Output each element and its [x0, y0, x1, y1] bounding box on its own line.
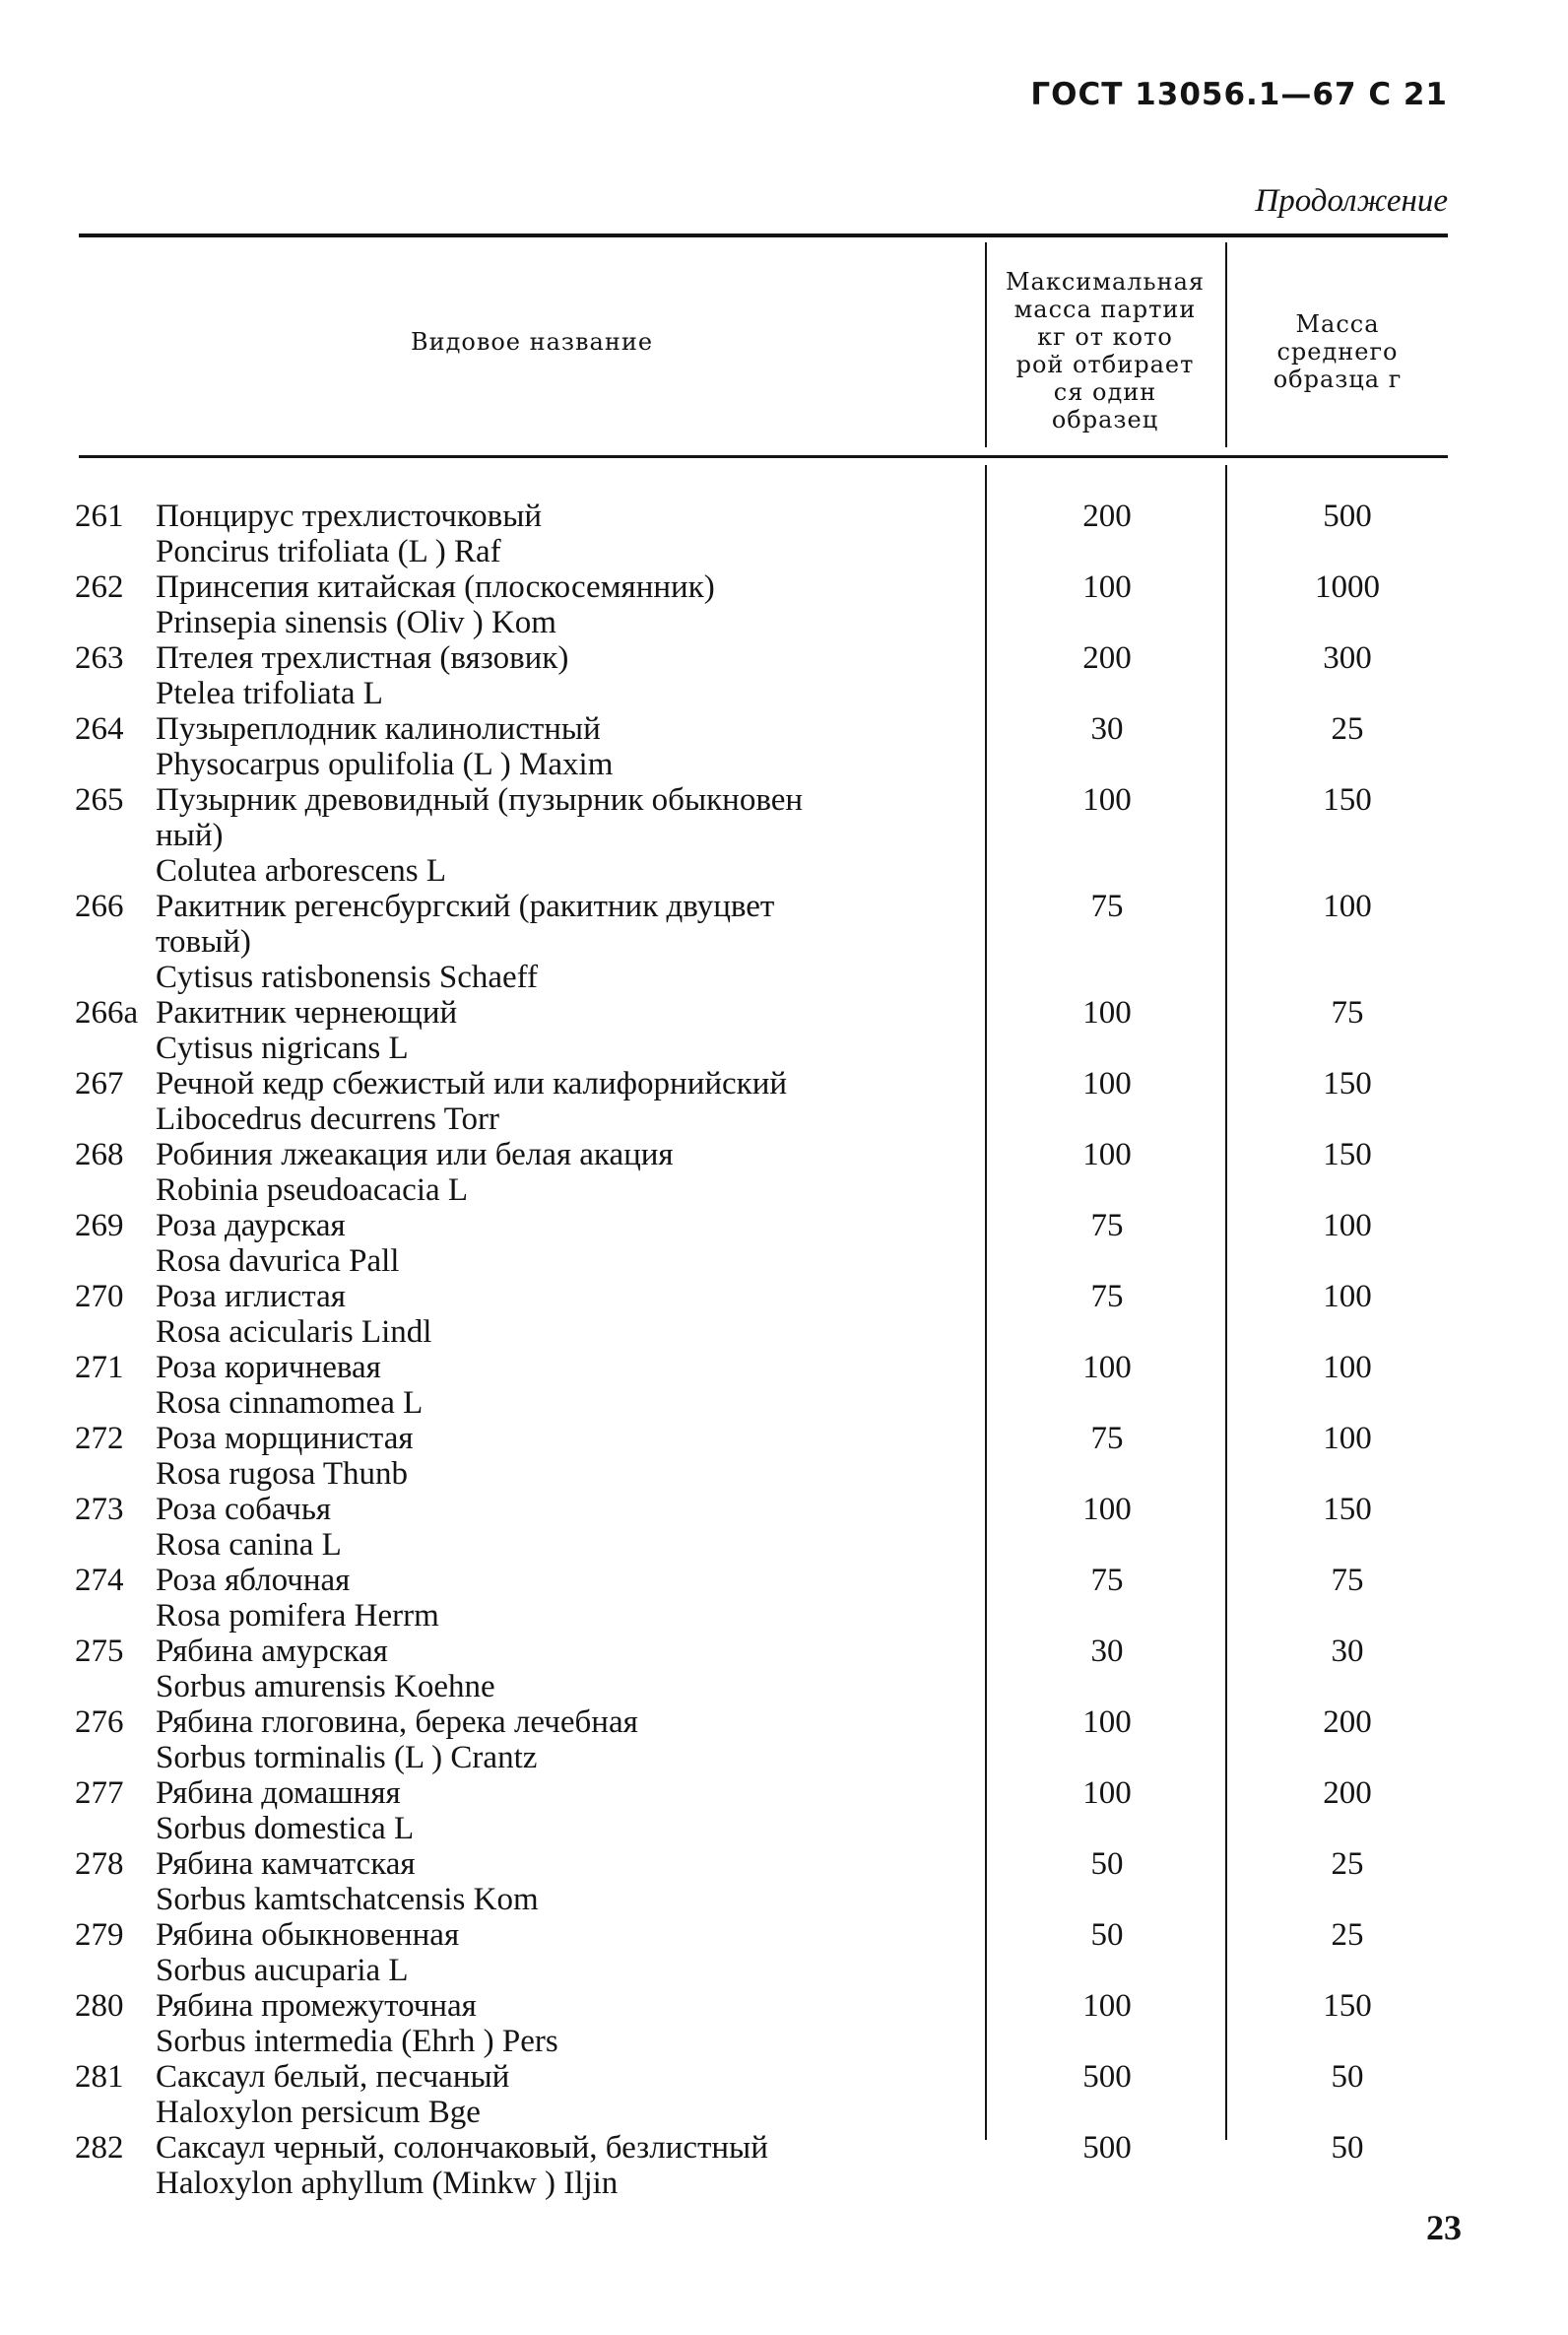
- species-name-line: Рябина глоговина, берека лечебная: [156, 1704, 638, 1740]
- max-mass-value: 200: [1082, 640, 1132, 676]
- species-name: [156, 1704, 983, 1775]
- species-name: [156, 2059, 983, 2130]
- species-name-line: Ракитник чернеющий: [156, 995, 458, 1031]
- max-mass-value: 100: [1082, 1066, 1132, 1101]
- species-name-line: Рябина промежуточная: [156, 1988, 477, 2024]
- row-number: 267: [75, 1066, 124, 1101]
- species-name: [156, 1279, 983, 1350]
- species-name-line: Роза даурская: [156, 1208, 346, 1243]
- table-header-rule: [79, 455, 1448, 458]
- sample-mass-value: 25: [1331, 711, 1364, 747]
- species-name-line: Ptelea trifoliata L: [156, 676, 383, 711]
- species-name-line: Саксаул белый, песчаный: [156, 2059, 510, 2095]
- sample-mass-value: 100: [1323, 889, 1372, 924]
- sample-mass-value: 1000: [1315, 569, 1380, 605]
- column-header-name: Видовое название: [410, 328, 654, 356]
- species-name-line: Physocarpus opulifolia (L ) Maxim: [156, 747, 614, 782]
- species-name: [156, 1775, 983, 1846]
- max-mass-value: 100: [1082, 995, 1132, 1031]
- species-name: [156, 1066, 983, 1137]
- species-name-line: Рябина камчатская: [156, 1846, 416, 1882]
- species-name-line: Sorbus torminalis (L ) Crantz: [156, 1740, 538, 1775]
- species-name-line: ный): [156, 818, 224, 853]
- species-name-line: Sorbus kamtschatcensis Kom: [156, 1882, 539, 1917]
- species-name-line: Colutea arborescens L: [156, 853, 447, 889]
- species-name-line: Саксаул черный, солончаковый, безлистный: [156, 2130, 768, 2166]
- species-name-line: Понцирус трехлисточковый: [156, 499, 543, 534]
- max-mass-value: 100: [1082, 1775, 1132, 1811]
- row-number: 261: [75, 499, 124, 534]
- species-name-line: Cytisus nigricans L: [156, 1031, 409, 1066]
- page-number: 23: [1426, 2208, 1462, 2247]
- species-name-line: Рябина амурская: [156, 1634, 388, 1669]
- max-mass-value: 75: [1090, 1421, 1124, 1456]
- max-mass-value: 100: [1082, 1492, 1132, 1527]
- species-name: [156, 1917, 983, 1988]
- max-mass-value: 500: [1082, 2130, 1132, 2166]
- species-name: [156, 1846, 983, 1917]
- row-number: 270: [75, 1279, 124, 1314]
- row-number: 266а: [75, 995, 139, 1031]
- species-name-line: Роза коричневая: [156, 1350, 381, 1385]
- species-name: [156, 640, 983, 711]
- species-name-line: товый): [156, 924, 251, 960]
- species-name-line: Cytisus ratisbonensis Schaeff: [156, 960, 539, 995]
- species-name-line: Sorbus amurensis Koehne: [156, 1669, 495, 1704]
- max-mass-value: 50: [1090, 1917, 1124, 1953]
- max-mass-value: 30: [1090, 711, 1124, 747]
- column-divider-left-body: [985, 465, 987, 2140]
- table-top-rule: [79, 234, 1448, 237]
- standard-identifier: ГОСТ 13056.1—67 С 21: [1030, 77, 1448, 112]
- sample-mass-value: 300: [1323, 640, 1372, 676]
- species-name: [156, 1634, 983, 1704]
- species-name-line: Rosa davurica Pall: [156, 1243, 400, 1279]
- max-mass-value: 100: [1082, 1137, 1132, 1172]
- max-mass-value: 50: [1090, 1846, 1124, 1882]
- species-name-line: Речной кедр сбежистый или калифорнийский: [156, 1066, 788, 1101]
- species-name-line: Ракитник регенсбургский (ракитник двуцвет: [156, 889, 775, 924]
- species-name: [156, 1208, 983, 1279]
- row-number: 280: [75, 1988, 124, 2024]
- max-mass-value: 100: [1082, 1350, 1132, 1385]
- row-number: 262: [75, 569, 124, 605]
- max-mass-value: 75: [1090, 1208, 1124, 1243]
- species-name: [156, 782, 983, 889]
- species-name-line: Rosa canina L: [156, 1527, 342, 1563]
- species-name: [156, 1563, 983, 1634]
- sample-mass-value: 150: [1323, 1066, 1372, 1101]
- species-name-line: Sorbus domestica L: [156, 1811, 415, 1846]
- max-mass-value: 200: [1082, 499, 1132, 534]
- species-name-line: Роза морщинистая: [156, 1421, 414, 1456]
- row-number: 275: [75, 1634, 124, 1669]
- sample-mass-value: 100: [1323, 1421, 1372, 1456]
- row-number: 273: [75, 1492, 124, 1527]
- sample-mass-value: 200: [1323, 1704, 1372, 1740]
- species-name: [156, 889, 983, 995]
- sample-mass-value: 100: [1323, 1208, 1372, 1243]
- sample-mass-value: 500: [1323, 499, 1372, 534]
- row-number: 271: [75, 1350, 124, 1385]
- sample-mass-value: 200: [1323, 1775, 1372, 1811]
- species-name-line: Haloxylon aphyllum (Minkw ) Iljin: [156, 2166, 619, 2201]
- row-number: 278: [75, 1846, 124, 1882]
- max-mass-value: 75: [1090, 889, 1124, 924]
- species-name-line: Птелея трехлистная (вязовик): [156, 640, 569, 676]
- species-name: [156, 1137, 983, 1208]
- row-number: 265: [75, 782, 124, 818]
- max-mass-value: 30: [1090, 1634, 1124, 1669]
- species-name-line: Роза иглистая: [156, 1279, 346, 1314]
- row-number: 268: [75, 1137, 124, 1172]
- row-number: 279: [75, 1917, 124, 1953]
- species-name-line: Sorbus intermedia (Ehrh ) Pers: [156, 2024, 558, 2059]
- row-number: 282: [75, 2130, 124, 2166]
- max-mass-value: 75: [1090, 1563, 1124, 1598]
- row-number: 276: [75, 1704, 124, 1740]
- sample-mass-value: 150: [1323, 1137, 1372, 1172]
- species-name-line: Рябина обыкновенная: [156, 1917, 460, 1953]
- species-name-line: Poncirus trifoliata (L ) Raf: [156, 534, 501, 569]
- species-name-line: Rosa rugosa Thunb: [156, 1456, 409, 1492]
- row-number: 281: [75, 2059, 124, 2095]
- row-number: 272: [75, 1421, 124, 1456]
- sample-mass-value: 150: [1323, 1988, 1372, 2024]
- max-mass-value: 100: [1082, 1988, 1132, 2024]
- row-number: 266: [75, 889, 124, 924]
- sample-mass-value: 100: [1323, 1350, 1372, 1385]
- species-name-line: Роза яблочная: [156, 1563, 351, 1598]
- species-name: [156, 1421, 983, 1492]
- sample-mass-value: 150: [1323, 782, 1372, 818]
- species-name: [156, 499, 983, 569]
- species-name-line: Принсепия китайская (плоскосемянник): [156, 569, 715, 605]
- row-number: 263: [75, 640, 124, 676]
- column-header-sample-mass: Масса среднего образца г: [1273, 310, 1403, 393]
- species-name-line: Пузырник древовидный (пузырник обыкновен: [156, 782, 804, 818]
- species-name: [156, 1988, 983, 2059]
- row-number: 264: [75, 711, 124, 747]
- sample-mass-value: 50: [1331, 2130, 1364, 2166]
- sample-mass-value: 75: [1331, 995, 1364, 1031]
- continuation-label: Продолжение: [1255, 183, 1448, 219]
- row-number: 274: [75, 1563, 124, 1598]
- sample-mass-value: 150: [1323, 1492, 1372, 1527]
- species-name-line: Rosa acicularis Lindl: [156, 1314, 432, 1350]
- sample-mass-value: 30: [1331, 1634, 1364, 1669]
- sample-mass-value: 50: [1331, 2059, 1364, 2095]
- species-name: [156, 569, 983, 640]
- max-mass-value: 75: [1090, 1279, 1124, 1314]
- species-name-line: Sorbus aucuparia L: [156, 1953, 409, 1988]
- species-name: [156, 1350, 983, 1421]
- sample-mass-value: 25: [1331, 1917, 1364, 1953]
- species-name: [156, 2130, 983, 2201]
- row-number: 277: [75, 1775, 124, 1811]
- species-name-line: Пузыреплодник калинолистный: [156, 711, 601, 747]
- max-mass-value: 100: [1082, 782, 1132, 818]
- column-divider-right-body: [1225, 465, 1227, 2140]
- column-header-max-mass: Максимальная масса партии кг от кото рой отбирает ся один образец: [1005, 268, 1206, 434]
- species-name-line: Robinia pseudoacacia L: [156, 1172, 469, 1208]
- species-name-line: Prinsepia sinensis (Oliv ) Kom: [156, 605, 556, 640]
- max-mass-value: 100: [1082, 1704, 1132, 1740]
- species-name-line: Rosa pomifera Herrm: [156, 1598, 439, 1634]
- row-number: 269: [75, 1208, 124, 1243]
- species-name-line: Роза собачья: [156, 1492, 332, 1527]
- sample-mass-value: 100: [1323, 1279, 1372, 1314]
- sample-mass-value: 75: [1331, 1563, 1364, 1598]
- species-name: [156, 995, 983, 1066]
- species-name-line: Робиния лжеакация или белая акация: [156, 1137, 674, 1172]
- max-mass-value: 100: [1082, 569, 1132, 605]
- sample-mass-value: 25: [1331, 1846, 1364, 1882]
- species-name-line: Haloxylon persicum Bge: [156, 2095, 481, 2130]
- species-name: [156, 1492, 983, 1563]
- species-name: [156, 711, 983, 782]
- species-name-line: Rosa cinnamomea L: [156, 1385, 424, 1421]
- species-name-line: Рябина домашняя: [156, 1775, 401, 1811]
- species-name-line: Libocedrus decurrens Torr: [156, 1101, 499, 1137]
- max-mass-value: 500: [1082, 2059, 1132, 2095]
